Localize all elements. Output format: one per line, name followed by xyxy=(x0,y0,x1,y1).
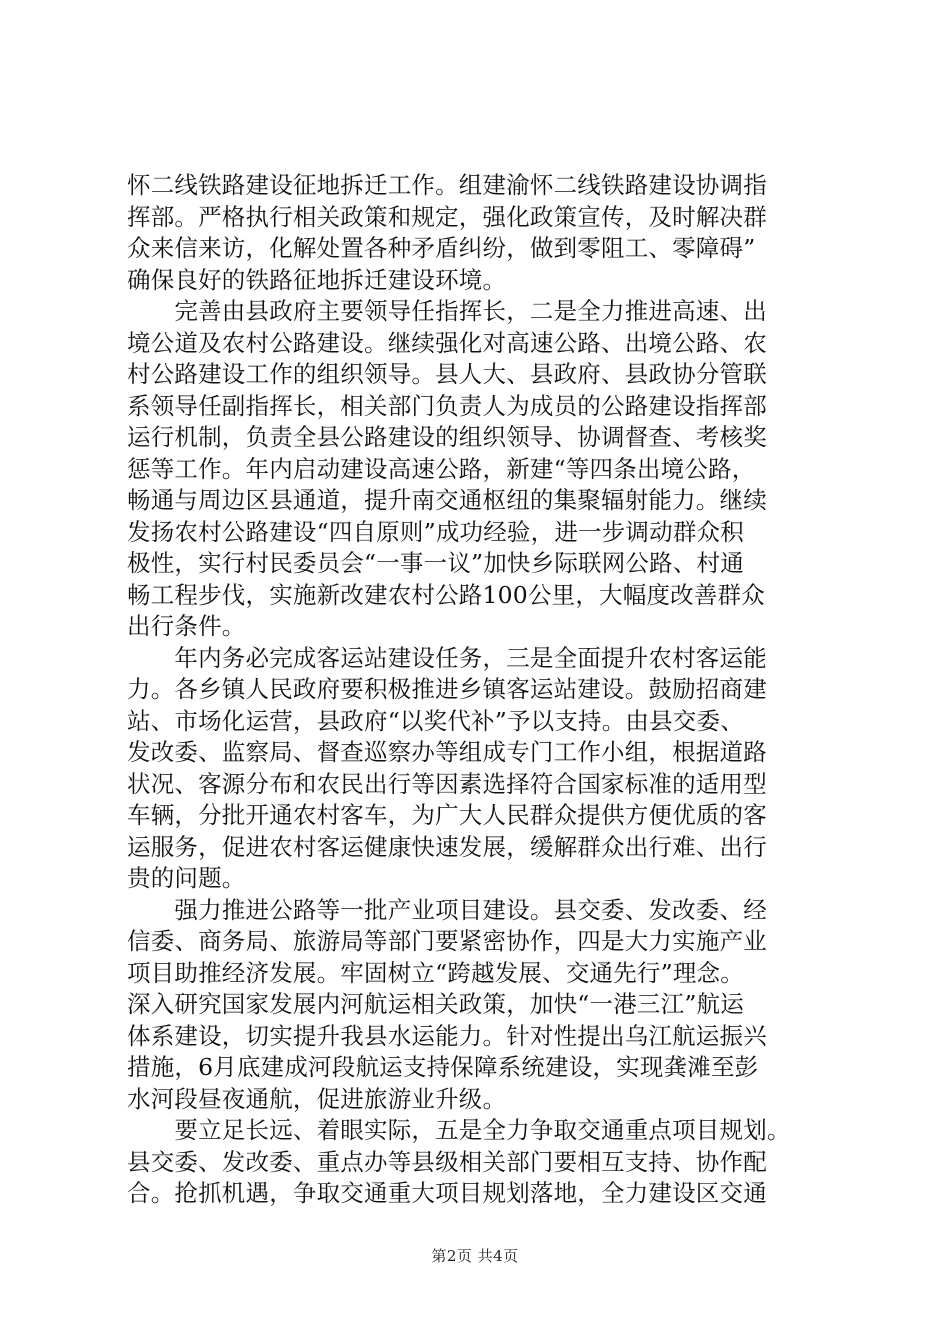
text-line: 水河段昼夜通航，促进旅游业升级。 xyxy=(127,1084,507,1113)
text-line: 畅工程步伐，实施新改建农村公路100公里，大幅度改善群众 xyxy=(127,580,765,609)
text-line: 力。各乡镇人民政府要积极推进乡镇客运站建设。鼓励招商建 xyxy=(127,675,767,703)
text-line: 措施，6月底建成河段航运支持保障系统建设，实现龚滩至彭 xyxy=(127,1053,759,1081)
text-line: 运行机制，负责全县公路建设的组织领导、协调督查、考核奖 xyxy=(127,423,767,451)
text-line: 站、市场化运营，县政府“以奖代补”予以支持。由县交委、 xyxy=(127,706,744,735)
text-line: 极性，实行村民委员会“一事一议”加快乡际联网公路、村通 xyxy=(127,549,744,577)
text-line: 贵的问题。 xyxy=(127,864,246,892)
text-line: 村公路建设工作的组织领导。县人大、县政府、县政协分管联 xyxy=(127,360,767,388)
text-line: 状况、客源分布和农民出行等因素选择符合国家标准的适用型 xyxy=(127,769,767,798)
text-line: 境公道及农村公路建设。继续强化对高速公路、出境公路、农 xyxy=(127,328,767,357)
page-number-footer: 第2页 共4页 xyxy=(431,1247,519,1265)
text-line: 发改委、监察局、督查巡察办等组成专门工作小组，根据道路 xyxy=(127,738,767,766)
text-line: 车辆，分批开通农村客车，为广大人民群众提供方便优质的客 xyxy=(127,801,767,829)
text-line: 深入研究国家发展内河航运相关政策，加快“一港三江”航运 xyxy=(127,990,744,1018)
text-line: 出行条件。 xyxy=(127,612,246,640)
text-line: 要立足长远、着眼实际，五是全力争取交通重点项目规划。 xyxy=(127,1116,791,1144)
text-line: 运服务，促进农村客运健康快速发展，缓解群众出行难、出行 xyxy=(127,832,767,861)
text-line: 发扬农村公路建设“四自原则”成功经验，进一步调动群众积 xyxy=(127,517,744,546)
text-line: 惩等工作。年内启动建设高速公路，新建“等四条出境公路， xyxy=(127,454,756,483)
text-line: 系领导任副指挥长，相关部门负责人为成员的公路建设指挥部 xyxy=(127,391,767,420)
text-line: 确保良好的铁路征地拆迁建设环境。 xyxy=(127,265,507,294)
text-line: 强力推进公路等一批产业项目建设。县交委、发改委、经 xyxy=(127,895,767,924)
text-line: 挥部。严格执行相关政策和规定，强化政策宣传，及时解决群 xyxy=(127,202,767,231)
text-line: 县交委、发改委、重点办等县级相关部门要相互支持、协作配 xyxy=(127,1147,767,1176)
text-line: 体系建设，切实提升我县水运能力。针对性提出乌江航运振兴 xyxy=(127,1021,767,1050)
text-line: 完善由县政府主要领导任指挥长，二是全力推进高速、出 xyxy=(127,297,767,325)
text-line: 合。抢抓机遇，争取交通重大项目规划落地，全力建设区交通 xyxy=(127,1179,767,1207)
text-line: 项目助推经济发展。牢固树立“跨越发展、交通先行”理念。 xyxy=(127,958,744,987)
text-line: 怀二线铁路建设征地拆迁工作。组建渝怀二线铁路建设协调指 xyxy=(127,171,767,199)
body-text xyxy=(127,170,832,1210)
text-line: 畅通与周边区县通道，提升南交通枢纽的集聚辐射能力。继续 xyxy=(127,486,767,514)
text-line: 年内务必完成客运站建设任务，三是全面提升农村客运能 xyxy=(127,643,767,672)
text-line: 信委、商务局、旅游局等部门要紧密协作，四是大力实施产业 xyxy=(127,927,767,955)
text-line: 众来信来访，化解处置各种矛盾纠纷，做到零阻工、零障碍” xyxy=(127,234,756,262)
